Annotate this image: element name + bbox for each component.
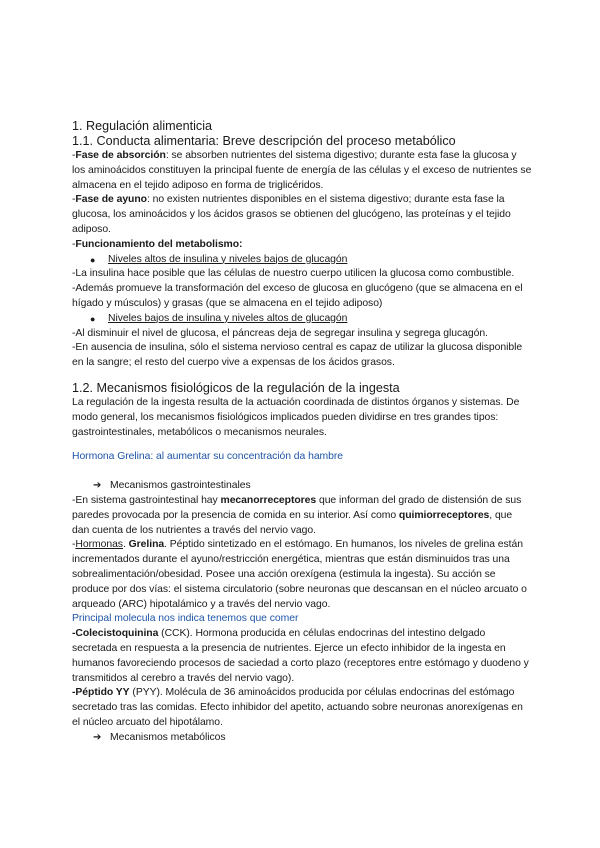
- absorption-text: : se absorben nutrientes del sistema digestivo; durante esta fase la glucosa y los aminoácidos constituyen la principal fuente de energía de las células y el exceso de nutrientes se almacena en el tejido adiposo en forma de triglicéridos.: [72, 150, 532, 191]
- gastrointestinal-paragraph: [72, 494, 532, 538]
- fasting-label: Fase de ayuno: [75, 194, 147, 206]
- absorption-paragraph: [72, 149, 532, 193]
- arrow-text: Mecanismos metabólicos: [110, 731, 226, 743]
- bullet-text: Niveles bajos de insulina y niveles altos de glucagón: [108, 312, 348, 324]
- pyy-text: (PYY). Molécula de 36 aminoácidos producida por células endocrinas del estómago secretado tras las comidas. Efecto inhibidor del apetito, actuando sobre neuronas anorexígenas en el núcleo arcuato del hipotálamo.: [72, 687, 523, 728]
- glucagon-paragraph-2: -En ausencia de insulina, sólo el sistema nervioso central es capaz de utilizar la glucosa disponible en la sangre; el resto del cuerpo vive a expensas de los ácidos grasos.: [72, 342, 523, 369]
- bullet-text: Niveles altos de insulina y niveles bajos de glucagón: [108, 253, 348, 265]
- ghrelin-text: . Péptido sintetizado en el estómago. En humanos, los niveles de grelina están incrementados durante el ayuno/restricción energética, mientras que están disminuidos tras una sobrealimentación/obesidad. Posee una acción orexígena (estimula la ingesta). Su acción se produce por dos vías: el sistema circulatorio (sobre neuronas que descansan en el núcleo arcuato o arqueado (ARC) hipotalámico y a través del nervio vago.: [72, 539, 527, 610]
- ghrelin-note: Hormona Grelina: al aumentar su concentración da hambre: [72, 451, 344, 463]
- hormones-label: Hormonas: [75, 539, 123, 551]
- bullet-item: [72, 312, 532, 327]
- chemoreceptors-term: quimiorreceptores: [398, 509, 490, 521]
- pyy-paragraph: [72, 686, 532, 730]
- bullet-icon: ●: [90, 313, 96, 324]
- arrow-text: Mecanismos gastrointestinales: [110, 480, 251, 492]
- absorption-label: Fase de absorción: [75, 150, 166, 161]
- cck-paragraph: [72, 627, 532, 686]
- metabolism-label: Funcionamiento del metabolismo:: [75, 238, 243, 250]
- gi-text: que informan del grado de distensión de sus paredes provocada por la presencia de comida en su interior. Así como: [72, 494, 522, 521]
- bullet-item: [72, 253, 532, 268]
- pyy-label: -Péptido YY: [72, 687, 130, 699]
- fasting-text: : no existen nutrientes disponibles en el sistema digestivo; durante esta fase la glucosa, los aminoácidos y los ácidos grasos se obtienen del glucógeno, las proteínas y el tejido adiposo.: [72, 194, 511, 235]
- arrow-icon: ➔: [93, 480, 102, 492]
- ghrelin-label: Grelina: [128, 539, 165, 551]
- section-1-2-intro: La regulación de la ingesta resulta de la actuación coordinada de distintos órganos y sistemas. De modo general, los mecanismos fisiológicos implicados pueden dividirse en tres grandes tipos: gastrointestinales, metabólicos o mecanismos neurales.: [72, 396, 520, 438]
- section-1-2-heading: 1.2. Mecanismos fisiológicos de la regulación de la ingesta: [72, 380, 400, 395]
- section-1-1-heading: 1.1. Conducta alimentaria: Breve descripción del proceso metabólico: [72, 134, 456, 148]
- arrow-icon: ➔: [93, 731, 102, 743]
- bullet-icon: ●: [90, 254, 96, 265]
- separator: .: [122, 539, 129, 551]
- hormones-paragraph: [72, 538, 532, 612]
- document-page: [72, 119, 532, 745]
- mechanoreceptors-term: mecanorreceptores: [220, 494, 317, 506]
- dash: -: [72, 150, 76, 161]
- molecule-note: Principal molecula nos indica tenemos que comer: [72, 613, 299, 625]
- dash: -: [72, 194, 76, 206]
- arrow-item: [72, 479, 532, 494]
- insulin-paragraph-2: -Además promueve la transformación del exceso de glucosa en glucógeno (que se almacena en el hígado y músculos) y grasas (que se almacena en el tejido adiposo): [72, 283, 523, 309]
- arrow-item: [72, 731, 532, 746]
- fasting-paragraph: [72, 193, 532, 237]
- dash: -: [72, 539, 76, 551]
- page-title: 1. Regulación alimenticia: [72, 119, 213, 133]
- insulin-paragraph-1: -La insulina hace posible que las células de nuestro cuerpo utilicen la glucosa como combustible.: [72, 268, 515, 280]
- glucagon-paragraph-1: -Al disminuir el nivel de glucosa, el páncreas deja de segregar insulina y segrega glucagón.: [72, 327, 488, 339]
- gi-text: -En sistema gastrointestinal hay: [72, 494, 221, 506]
- gi-text: , que dan cuenta de los nutrientes a través del nervio vago.: [72, 509, 513, 536]
- dash: -: [72, 238, 76, 250]
- metabolism-paragraph: [72, 238, 532, 253]
- cck-text: (CCK). Hormona producida en células endocrinas del intestino delgado secretada en respuesta a la presencia de nutrientes. Ejerce un efecto inhibidor de la ingesta en humanos favoreciendo procesos de saciedad a corto plazo (receptores entre estómago y duodeno y transmitidos al cerebro a través del nervio vago).: [72, 628, 529, 684]
- cck-label: -Colecistoquinina: [72, 628, 159, 640]
